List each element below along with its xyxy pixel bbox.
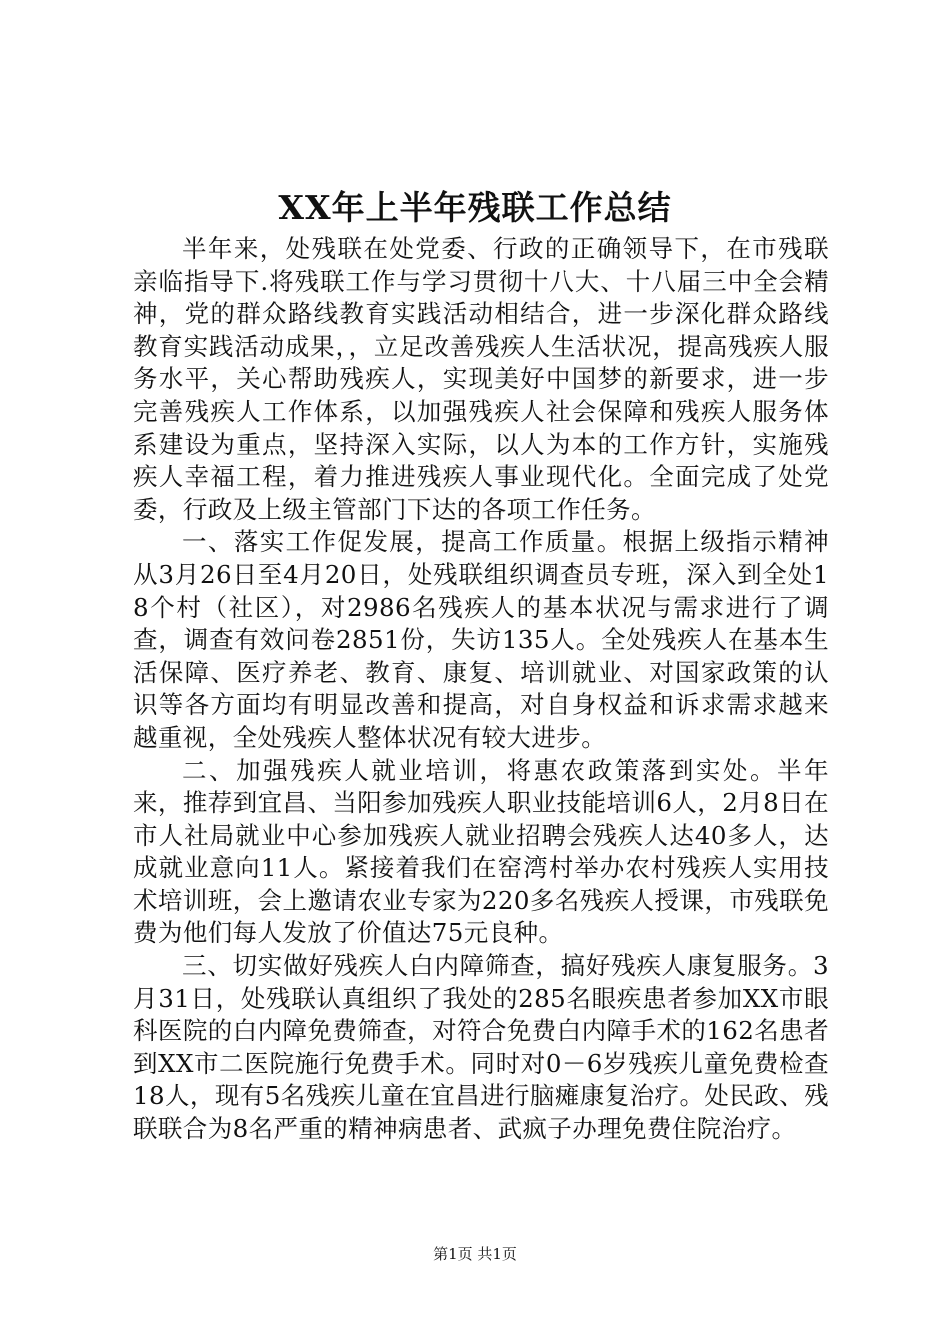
- document-title: XX年上半年残联工作总结: [278, 188, 672, 227]
- paragraph-section-2: 二、加强残疾人就业培训，将惠农政策落到实处。半年来，推荐到宜昌、当阳参加残疾人职业技能培训6人，2月8日在市人社局就业中心参加残疾人就业招聘会残疾人达40多人，达成就业意向11人。紧接着我们在窑湾村举办农村残疾人实用技术培训班，会上邀请农业专家为220多名残疾人授课，市残联免费为他们每人发放了价值达75元良种。: [133, 755, 829, 948]
- paragraph-section-1: 一、落实工作促发展，提高工作质量。根据上级指示精神从3月26日至4月20日，处残联组织调查员专班，深入到全处18个村（社区），对2986名残疾人的基本状况与需求进行了调查，调查有效问卷2851份，失访135人。全处残疾人在基本生活保障、医疗养老、教育、康复、培训就业、对国家政策的认识等各方面均有明显改善和提高，对自身权益和诉求需求越来越重视，全处残疾人整体状况有较大进步。: [133, 527, 829, 752]
- paragraph-section-3: 三、切实做好残疾人白内障筛查，搞好残疾人康复服务。3月31日，处残联认真组织了我处的285名眼疾患者参加XX市眼科医院的白内障免费筛查，对符合免费白内障手术的162名患者到XX市二医院施行免费手术。同时对0－6岁残疾儿童免费检查18人，现有5名残疾儿童在宜昌进行脑瘫康复治疗。处民政、残联联合为8名严重的精神病患者、武疯子办理免费住院治疗。: [133, 951, 829, 1144]
- paragraph-intro: 半年来，处残联在处党委、行政的正确领导下，在市残联亲临指导下.将残联工作与学习贯彻十八大、十八届三中全会精神，党的群众路线教育实践活动相结合，进一步深化群众路线教育实践活动成果，，立足改善残疾人生活状况，提高残疾人服务水平，关心帮助残疾人，实现美好中国梦的新要求，进一步完善残疾人工作体系，以加强残疾人社会保障和残疾人服务体系建设为重点，坚持深入实际，以人为本的工作方针，实施残疾人幸福工程，着力推进残疾人事业现代化。全面完成了处党委，行政及上级主管部门下达的各项工作任务。: [133, 234, 829, 524]
- document-body: [133, 233, 829, 1146]
- page-number-footer: 第1页 共1页: [433, 1245, 517, 1263]
